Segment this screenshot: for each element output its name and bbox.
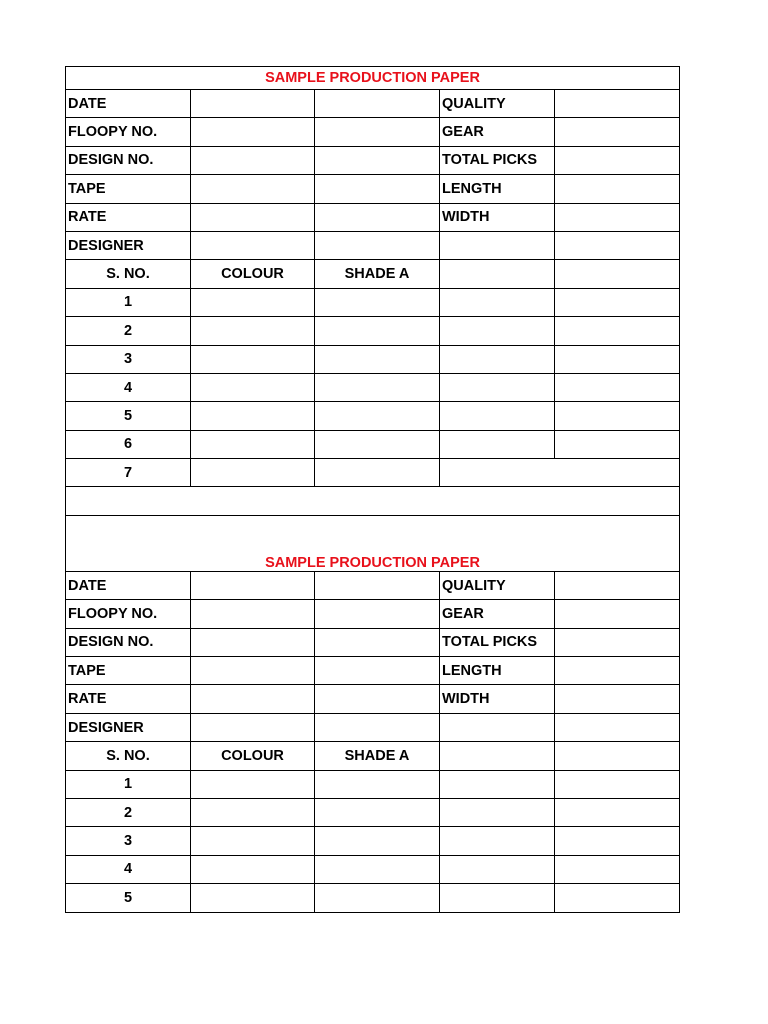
form2-row-number: 1 [66,770,191,798]
form1-designer-field-d[interactable] [555,231,680,259]
form2-header-blank-a[interactable] [440,742,555,770]
form1-colour-cell[interactable] [191,373,315,401]
form1-designer-label: DESIGNER [66,231,191,259]
form2-table-header-row [66,742,680,770]
form1-row-number: 5 [66,402,191,430]
form1-colour-cell[interactable] [191,430,315,458]
form2-extra-cell-a[interactable] [440,827,555,855]
form1-colour-cell[interactable] [191,317,315,345]
table-row [66,402,680,430]
form1-extra-cell-b[interactable] [555,288,680,316]
form2-row-number: 5 [66,884,191,912]
form2-row-number: 3 [66,827,191,855]
form1-total-picks-field[interactable] [555,146,680,174]
form2-shade-cell[interactable] [315,798,440,826]
form-spacer [66,487,680,515]
table-row [66,798,680,826]
form2-extra-cell-b[interactable] [555,884,680,912]
form1-quality-label: QUALITY [440,90,555,118]
form1-width-label: WIDTH [440,203,555,231]
table-row [66,884,680,912]
form1-row-number: 7 [66,459,191,487]
form1-shade-a-header: SHADE A [315,260,440,288]
form2-colour-cell[interactable] [191,798,315,826]
form2-row-number: 4 [66,855,191,883]
form2-shade-cell[interactable] [315,827,440,855]
form1-date-label: DATE [66,90,191,118]
form1-row-number: 3 [66,345,191,373]
form1-colour-cell[interactable] [191,345,315,373]
form1-rate-field-a[interactable] [191,203,315,231]
form2-designer-field-c[interactable] [440,713,555,741]
form1-row-number: 2 [66,317,191,345]
form2-designer-field-a[interactable] [191,713,315,741]
form2-row-floopy [66,600,680,628]
form1-extra-cell-a[interactable] [440,317,555,345]
form1-row-date [66,90,680,118]
form1-design-field-a[interactable] [191,146,315,174]
form1-rate-field-b[interactable] [315,203,440,231]
form1-shade-cell[interactable] [315,430,440,458]
form1-total-picks-label: TOTAL PICKS [440,146,555,174]
form1-shade-cell[interactable] [315,345,440,373]
form2-extra-cell-b[interactable] [555,798,680,826]
form1-shade-cell[interactable] [315,288,440,316]
form2-date-field-b[interactable] [315,571,440,599]
form1-designer-field-b[interactable] [315,231,440,259]
form1-colour-header: COLOUR [191,260,315,288]
form1-rate-label: RATE [66,203,191,231]
form2-header-blank-b[interactable] [555,742,680,770]
form1-header-blank-a[interactable] [440,260,555,288]
form2-date-label: DATE [66,571,191,599]
form2-colour-cell[interactable] [191,770,315,798]
form2-length-label: LENGTH [440,657,555,685]
form2-designer-label: DESIGNER [66,713,191,741]
form2-rate-field-b[interactable] [315,685,440,713]
form2-title: SAMPLE PRODUCTION PAPER [66,515,680,571]
form2-length-field[interactable] [555,657,680,685]
form2-width-field[interactable] [555,685,680,713]
form2-rate-label: RATE [66,685,191,713]
form1-row-floopy [66,118,680,146]
form2-date-field-a[interactable] [191,571,315,599]
production-sheet [65,66,679,913]
form2-rate-field-a[interactable] [191,685,315,713]
form2-extra-cell-b[interactable] [555,827,680,855]
form2-colour-cell[interactable] [191,855,315,883]
form2-tape-field-b[interactable] [315,657,440,685]
form1-designer-field-a[interactable] [191,231,315,259]
form2-extra-cell-a[interactable] [440,855,555,883]
form1-floopy-field-a[interactable] [191,118,315,146]
form1-floopy-field-b[interactable] [315,118,440,146]
form1-quality-field[interactable] [555,90,680,118]
form1-extra-cell-a[interactable] [440,373,555,401]
table-row [66,827,680,855]
form2-row-design [66,628,680,656]
form2-colour-cell[interactable] [191,827,315,855]
form2-floopy-field-a[interactable] [191,600,315,628]
form1-title-row [66,67,680,90]
form2-extra-cell-b[interactable] [555,770,680,798]
form2-shade-a-header: SHADE A [315,742,440,770]
form2-design-label: DESIGN NO. [66,628,191,656]
table-row [66,459,680,487]
form1-extra-cell-b[interactable] [555,373,680,401]
form1-gear-field[interactable] [555,118,680,146]
form1-row-tape [66,175,680,203]
form2-row-designer [66,713,680,741]
form1-floopy-label: FLOOPY NO. [66,118,191,146]
form2-quality-field[interactable] [555,571,680,599]
form2-colour-header: COLOUR [191,742,315,770]
form1-row-number: 4 [66,373,191,401]
form2-tape-label: TAPE [66,657,191,685]
form1-gear-label: GEAR [440,118,555,146]
form2-floopy-label: FLOOPY NO. [66,600,191,628]
form2-total-picks-label: TOTAL PICKS [440,628,555,656]
form2-row-tape [66,657,680,685]
form1-tape-field-b[interactable] [315,175,440,203]
form1-header-blank-b[interactable] [555,260,680,288]
form2-floopy-field-b[interactable] [315,600,440,628]
form2-width-label: WIDTH [440,685,555,713]
form2-row-rate [66,685,680,713]
form1-extra-cell-a[interactable] [440,288,555,316]
form1-date-field-a[interactable] [191,90,315,118]
form2-designer-field-d[interactable] [555,713,680,741]
form2-shade-cell[interactable] [315,855,440,883]
form1-length-field[interactable] [555,175,680,203]
form1-row-rate [66,203,680,231]
form1-shade-cell[interactable] [315,317,440,345]
form1-extra-cell-b[interactable] [555,317,680,345]
form2-sno-header: S. NO. [66,742,191,770]
form2-quality-label: QUALITY [440,571,555,599]
form1-tape-field-a[interactable] [191,175,315,203]
form2-designer-field-b[interactable] [315,713,440,741]
table-row [66,373,680,401]
form1-extra-cell-a[interactable] [440,430,555,458]
form1-colour-cell[interactable] [191,288,315,316]
form1-shade-cell[interactable] [315,459,440,487]
form1-sno-header: S. NO. [66,260,191,288]
form2-extra-cell-b[interactable] [555,855,680,883]
form2-gear-label: GEAR [440,600,555,628]
form1-tape-label: TAPE [66,175,191,203]
form1-date-field-b[interactable] [315,90,440,118]
table-row [66,430,680,458]
form2-shade-cell[interactable] [315,884,440,912]
form2-tape-field-a[interactable] [191,657,315,685]
form1-row-designer [66,231,680,259]
form1-row-design [66,146,680,174]
form1-shade-cell[interactable] [315,402,440,430]
form-spacer-row [66,487,680,515]
form1-shade-cell[interactable] [315,373,440,401]
form2-design-field-a[interactable] [191,628,315,656]
form2-extra-cell-a[interactable] [440,798,555,826]
form2-row-date [66,571,680,599]
production-form-table [65,66,680,913]
table-row [66,345,680,373]
form1-colour-cell[interactable] [191,402,315,430]
form2-design-field-b[interactable] [315,628,440,656]
form1-extra-cell-b[interactable] [555,430,680,458]
table-row [66,855,680,883]
form1-length-label: LENGTH [440,175,555,203]
form1-extra-cell-a[interactable] [440,402,555,430]
form2-extra-cell-a[interactable] [440,770,555,798]
form2-title-row [66,515,680,571]
form2-row-number: 2 [66,798,191,826]
form1-title: SAMPLE PRODUCTION PAPER [66,67,680,90]
form1-width-field[interactable] [555,203,680,231]
form1-extra-cell-b[interactable] [555,345,680,373]
form1-colour-cell[interactable] [191,459,315,487]
form1-table-header-row [66,260,680,288]
table-row [66,317,680,345]
form2-shade-cell[interactable] [315,770,440,798]
form1-extra-cell-merged[interactable] [440,459,680,487]
form1-design-field-b[interactable] [315,146,440,174]
form1-extra-cell-a[interactable] [440,345,555,373]
form2-gear-field[interactable] [555,600,680,628]
form1-row-number: 6 [66,430,191,458]
table-row [66,288,680,316]
form1-design-label: DESIGN NO. [66,146,191,174]
form2-extra-cell-a[interactable] [440,884,555,912]
form2-colour-cell[interactable] [191,884,315,912]
form1-designer-field-c[interactable] [440,231,555,259]
form1-extra-cell-b[interactable] [555,402,680,430]
form1-row-number: 1 [66,288,191,316]
form2-total-picks-field[interactable] [555,628,680,656]
table-row [66,770,680,798]
